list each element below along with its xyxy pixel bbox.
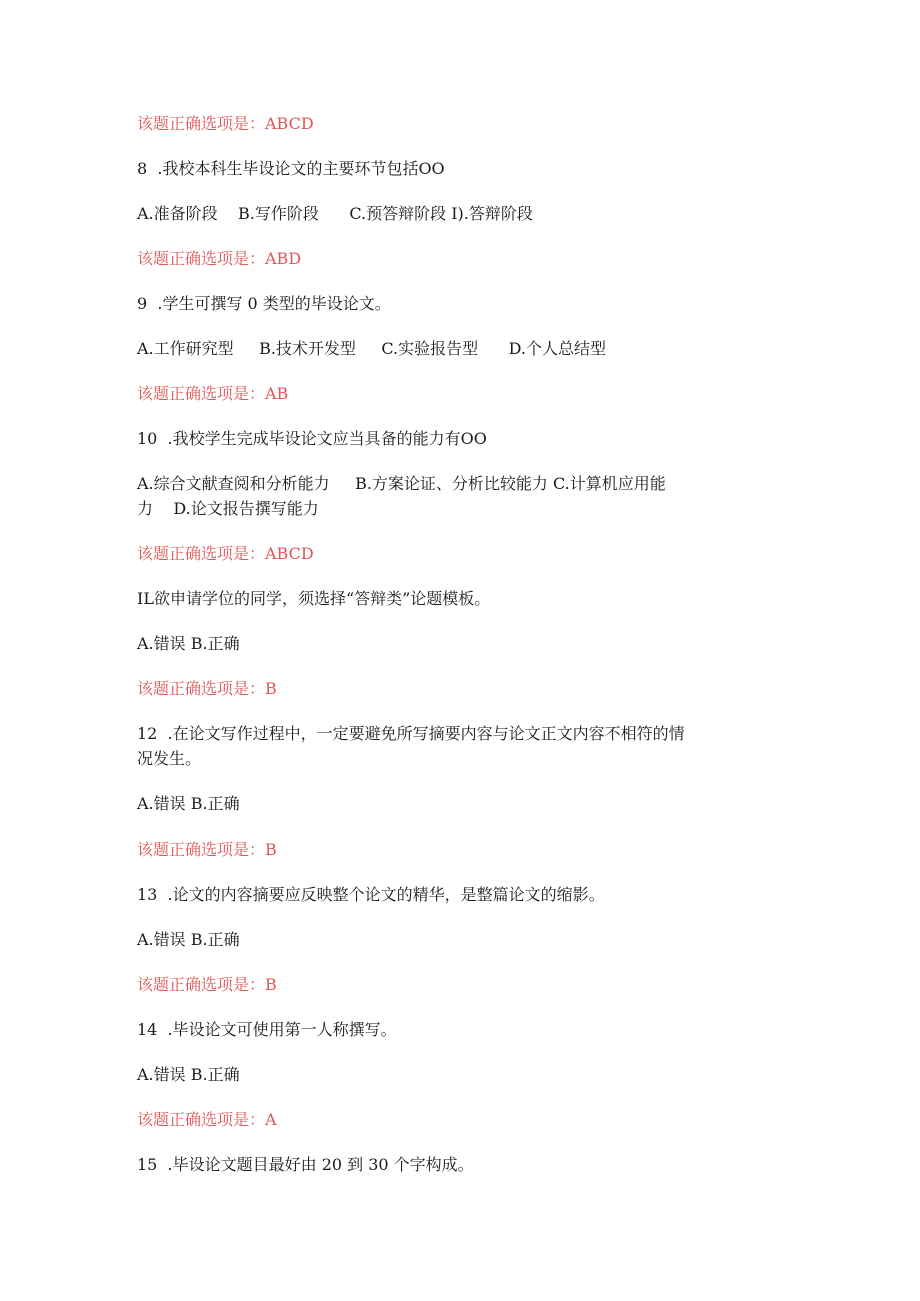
options-13: A.错误 B.正确 (137, 930, 240, 949)
answer-line: 该题正确选项是：ABCD (137, 114, 314, 133)
answer-line: 该题正确选项是：B (137, 840, 277, 859)
answer-line: 该题正确选项是：B (137, 975, 277, 994)
options-12: A.错误 B.正确 (137, 794, 240, 813)
options-8: A.准备阶段 B.写作阶段 C.预答辩阶段 I).答辩阶段 (137, 204, 533, 223)
question-13: 13 .论文的内容摘要应反映整个论文的精华，是整篇论文的缩影。 (137, 885, 605, 904)
answer-line: 该题正确选项是：ABD (137, 249, 302, 268)
options-10-line-2: 力 D.论文报告撰写能力 (137, 499, 319, 518)
options-14: A.错误 B.正确 (137, 1065, 240, 1084)
options-11: A.错误 B.正确 (137, 634, 240, 653)
question-15: 15 .毕设论文题目最好由 20 到 30 个字构成。 (137, 1155, 474, 1174)
answer-line: 该题正确选项是：ABCD (137, 544, 314, 563)
question-14: 14 .毕设论文可使用第一人称撰写。 (137, 1020, 397, 1039)
question-9: 9 .学生可撰写 0 类型的毕设论文。 (137, 294, 391, 313)
answer-line: 该题正确选项是：A (137, 1110, 277, 1129)
question-8: 8 .我校本科生毕设论文的主要环节包括OO (137, 159, 445, 178)
answer-line: 该题正确选项是：AB (137, 384, 289, 403)
question-10: 10 .我校学生完成毕设论文应当具备的能力有OO (137, 429, 487, 448)
answer-line: 该题正确选项是：B (137, 679, 277, 698)
question-11: IL欲申请学位的同学，须选择“答辩类”论题模板。 (137, 589, 491, 608)
options-9: A.工作研究型 B.技术开发型 C.实验报告型 D.个人总结型 (137, 339, 606, 358)
question-12-line-2: 况发生。 (137, 749, 202, 768)
question-12-line-1: 12 .在论文写作过程中，一定要避免所写摘要内容与论文正文内容不相符的情 (137, 724, 685, 743)
options-10-line-1: A.综合文献查阅和分析能力 B.方案论证、分析比较能力 C.计算机应用能 (137, 474, 666, 493)
